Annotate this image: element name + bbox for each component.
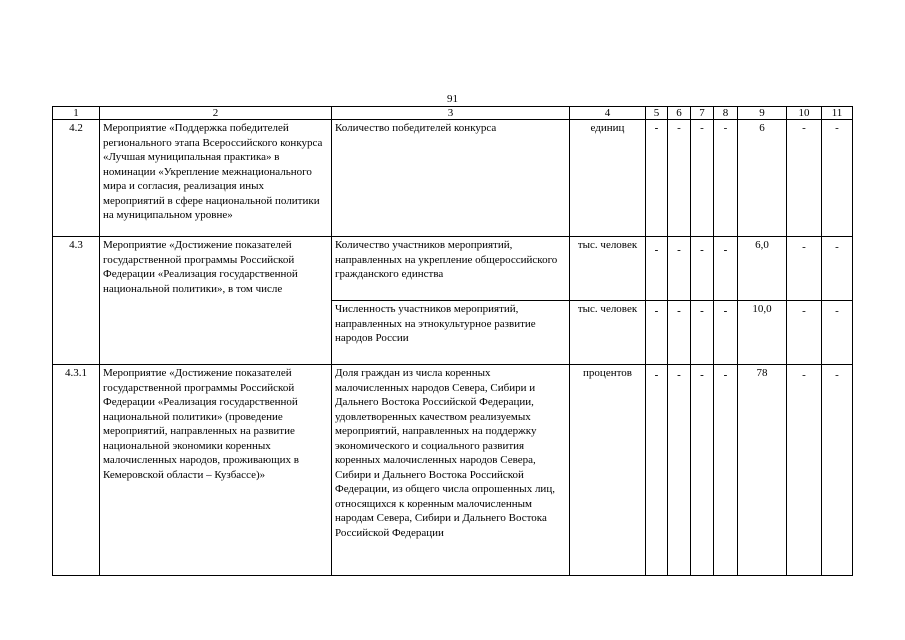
- value-col-11: -: [822, 237, 853, 301]
- indicator-unit: процентов: [570, 365, 646, 576]
- value-col-8: -: [714, 301, 738, 365]
- value-col-5: -: [646, 301, 668, 365]
- value-col-11: -: [822, 301, 853, 365]
- table-row: [53, 365, 853, 576]
- value-col-9: 10,0: [738, 301, 787, 365]
- value-col-8: -: [714, 365, 738, 576]
- column-header: 5: [646, 107, 668, 120]
- event-description: Мероприятие «Достижение показателей государственной программы Российской Федерации «Реализация государственной национальной политики» (проведение мероприятий, направленных на развитие национальной экономики коренных малочисленных народов, проживающих в Кемеровской области – Кузбассе)»: [100, 365, 332, 576]
- column-header: 6: [668, 107, 691, 120]
- value-col-10: -: [787, 120, 822, 237]
- column-header: 9: [738, 107, 787, 120]
- value-col-5: -: [646, 237, 668, 301]
- value-col-9: 6: [738, 120, 787, 237]
- value-col-6: -: [668, 120, 691, 237]
- table-row: [53, 120, 853, 237]
- value-col-7: -: [691, 301, 714, 365]
- column-header: 10: [787, 107, 822, 120]
- row-number: 4.2: [53, 120, 100, 237]
- value-col-11: -: [822, 365, 853, 576]
- value-col-9: 6,0: [738, 237, 787, 301]
- table-row: [53, 237, 853, 301]
- value-col-10: -: [787, 365, 822, 576]
- value-col-7: -: [691, 237, 714, 301]
- event-description: Мероприятие «Поддержка победителей регионального этапа Всероссийского конкурса «Лучшая муниципальная практика» в номинации «Укрепление межнационального мира и согласия, реализация иных мероприятий в сфере национальной политики на муниципальном уровне»: [100, 120, 332, 237]
- indicator-name: Доля граждан из числа коренных малочисленных народов Севера, Сибири и Дальнего Востока Российской Федерации, удовлетворенных качеством реализуемых мероприятий, направленных на поддержку экономического и социального развития коренных малочисленных народов Севера, Сибири и Дальнего Востока Российской Федерации, из общего числа опрошенных лиц, относящихся к коренным малочисленным народам Севера, Сибири и Дальнего Востока Российской Федерации: [332, 365, 570, 576]
- page-number: 91: [447, 93, 458, 105]
- column-header: 8: [714, 107, 738, 120]
- column-header: 3: [332, 107, 570, 120]
- column-header: 2: [100, 107, 332, 120]
- value-col-6: -: [668, 237, 691, 301]
- column-header: 4: [570, 107, 646, 120]
- row-number: 4.3.1: [53, 365, 100, 576]
- program-table: [52, 106, 853, 576]
- value-col-7: -: [691, 120, 714, 237]
- value-col-11: -: [822, 120, 853, 237]
- table-header-row: [53, 107, 853, 120]
- value-col-5: -: [646, 365, 668, 576]
- value-col-5: -: [646, 120, 668, 237]
- value-col-7: -: [691, 365, 714, 576]
- indicator-unit: тыс. человек: [570, 237, 646, 301]
- value-col-6: -: [668, 301, 691, 365]
- indicator-unit: единиц: [570, 120, 646, 237]
- value-col-6: -: [668, 365, 691, 576]
- indicator-unit: тыс. человек: [570, 301, 646, 365]
- value-col-10: -: [787, 301, 822, 365]
- row-number: 4.3: [53, 237, 100, 365]
- column-header: 7: [691, 107, 714, 120]
- column-header: 11: [822, 107, 853, 120]
- column-header: 1: [53, 107, 100, 120]
- value-col-8: -: [714, 237, 738, 301]
- indicator-name: Численность участников мероприятий, направленных на этнокультурное развитие народов России: [332, 301, 570, 365]
- indicator-name: Количество победителей конкурса: [332, 120, 570, 237]
- indicator-name: Количество участников мероприятий, направленных на укрепление общероссийского гражданского единства: [332, 237, 570, 301]
- value-col-9: 78: [738, 365, 787, 576]
- event-description: Мероприятие «Достижение показателей государственной программы Российской Федерации «Реализация государственной национальной политики», в том числе: [100, 237, 332, 365]
- value-col-10: -: [787, 237, 822, 301]
- value-col-8: -: [714, 120, 738, 237]
